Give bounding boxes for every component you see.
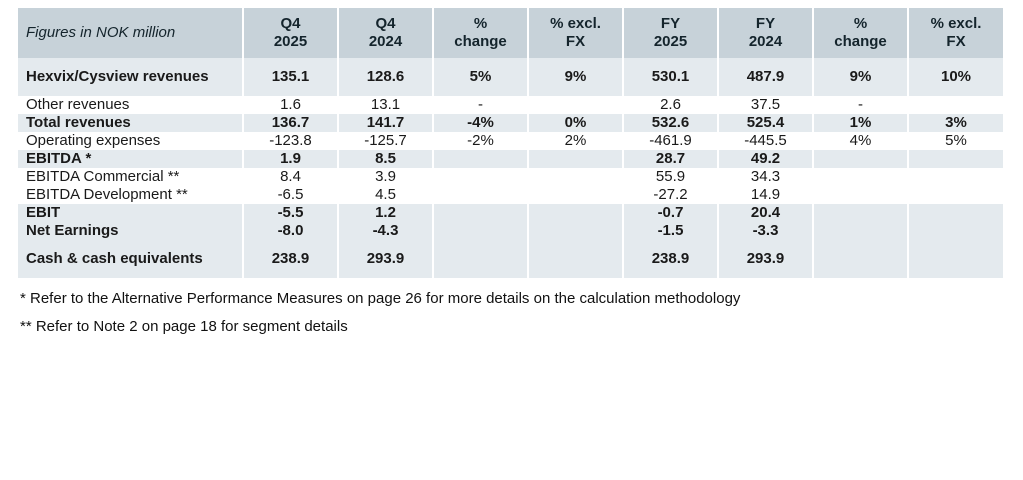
row-label: Other revenues [18, 96, 243, 114]
cell-value: -1.5 [623, 222, 718, 240]
cell-value: -2% [433, 132, 528, 150]
cell-value: 293.9 [338, 240, 433, 278]
cell-value: 3% [908, 114, 1003, 132]
cell-value: 9% [528, 58, 623, 96]
column-header-figures: Figures in NOK million [18, 8, 243, 58]
cell-value: -4% [433, 114, 528, 132]
cell-value: 55.9 [623, 168, 718, 186]
footnote-segment: ** Refer to Note 2 on page 18 for segment details [20, 318, 348, 336]
column-header-line2: FX [946, 32, 966, 50]
row-label: Hexvix/Cysview revenues [18, 58, 243, 96]
cell-value [433, 168, 528, 186]
cell-value [908, 222, 1003, 240]
cell-value [813, 240, 908, 278]
cell-value: 9% [813, 58, 908, 96]
cell-value: 238.9 [243, 240, 338, 278]
cell-value: 14.9 [718, 186, 813, 204]
row-label: EBITDA Commercial ** [18, 168, 243, 186]
footnotes [20, 290, 1023, 337]
cell-value: -461.9 [623, 132, 718, 150]
cell-value: 13.1 [338, 96, 433, 114]
cell-value: 0% [528, 114, 623, 132]
column-header-line1: FY [755, 15, 776, 32]
row-label: Net Earnings [18, 222, 243, 240]
cell-value: 1.2 [338, 204, 433, 222]
row-label: Operating expenses [18, 132, 243, 150]
cell-value: -445.5 [718, 132, 813, 150]
cell-value: -6.5 [243, 186, 338, 204]
cell-value [433, 186, 528, 204]
column-header-line2: 2024 [748, 32, 783, 50]
cell-value: 487.9 [718, 58, 813, 96]
column-header-fy-2025 [623, 8, 718, 58]
table-header [18, 8, 1003, 58]
table-row [18, 96, 1003, 114]
financial-summary-page [0, 8, 1023, 480]
table-row [18, 240, 1003, 278]
column-header-line2: 2024 [368, 32, 403, 50]
cell-value [908, 240, 1003, 278]
cell-value: -8.0 [243, 222, 338, 240]
column-header-line2: change [454, 32, 507, 50]
cell-value: 3.9 [338, 168, 433, 186]
cell-value: -0.7 [623, 204, 718, 222]
cell-value [813, 204, 908, 222]
column-header-line2: 2025 [653, 32, 688, 50]
cell-value: 8.4 [243, 168, 338, 186]
cell-value: 4% [813, 132, 908, 150]
cell-value: 128.6 [338, 58, 433, 96]
table-body [18, 58, 1003, 278]
column-header-line1: % excl. [550, 15, 601, 32]
row-label: EBIT [18, 204, 243, 222]
row-label: Total revenues [18, 114, 243, 132]
cell-value: 293.9 [718, 240, 813, 278]
cell-value: -123.8 [243, 132, 338, 150]
column-header-line2: change [834, 32, 887, 50]
cell-value [528, 150, 623, 168]
cell-value: 34.3 [718, 168, 813, 186]
cell-value: 530.1 [623, 58, 718, 96]
column-header-line1: % excl. [930, 15, 982, 32]
row-label: EBITDA Development ** [18, 186, 243, 204]
cell-value: 238.9 [623, 240, 718, 278]
column-header-line1: FY [660, 15, 681, 32]
column-header-pct-excl-fx-fy [908, 8, 1003, 58]
cell-value: -5.5 [243, 204, 338, 222]
cell-value [908, 96, 1003, 114]
cell-value [908, 186, 1003, 204]
table-row [18, 222, 1003, 240]
row-label: Cash & cash equivalents [18, 240, 243, 278]
cell-value: 4.5 [338, 186, 433, 204]
column-header-line2: 2025 [273, 32, 308, 50]
cell-value: -125.7 [338, 132, 433, 150]
cell-value: 49.2 [718, 150, 813, 168]
cell-value: 532.6 [623, 114, 718, 132]
cell-value: 5% [433, 58, 528, 96]
cell-value [813, 186, 908, 204]
column-header-line1: % [473, 15, 488, 32]
cell-value: 5% [908, 132, 1003, 150]
column-header-q4-2025 [243, 8, 338, 58]
column-header-line1: Q4 [280, 15, 301, 32]
column-header-line1: Q4 [375, 15, 396, 32]
cell-value [908, 168, 1003, 186]
cell-value: 141.7 [338, 114, 433, 132]
cell-value: 1% [813, 114, 908, 132]
cell-value: 28.7 [623, 150, 718, 168]
column-header-pct-change-q4 [433, 8, 528, 58]
table-row [18, 150, 1003, 168]
cell-value: 136.7 [243, 114, 338, 132]
column-header-fy-2024 [718, 8, 813, 58]
cell-value [813, 168, 908, 186]
cell-value: 1.6 [243, 96, 338, 114]
cell-value: -27.2 [623, 186, 718, 204]
cell-value: 20.4 [718, 204, 813, 222]
cell-value: 2.6 [623, 96, 718, 114]
cell-value: 8.5 [338, 150, 433, 168]
column-header-pct-excl-fx-q4 [528, 8, 623, 58]
footnote-apm: * Refer to the Alternative Performance Measures on page 26 for more details on the calculation methodology [20, 290, 741, 308]
column-header-line1: % [853, 15, 868, 32]
table-row [18, 168, 1003, 186]
table-row [18, 58, 1003, 96]
cell-value: - [433, 96, 528, 114]
cell-value [528, 186, 623, 204]
cell-value [433, 240, 528, 278]
cell-value: 525.4 [718, 114, 813, 132]
cell-value [813, 222, 908, 240]
table-row [18, 204, 1003, 222]
cell-value: -3.3 [718, 222, 813, 240]
table-row [18, 114, 1003, 132]
cell-value [433, 222, 528, 240]
cell-value [433, 150, 528, 168]
cell-value [433, 204, 528, 222]
cell-value: -4.3 [338, 222, 433, 240]
cell-value: 2% [528, 132, 623, 150]
column-header-q4-2024 [338, 8, 433, 58]
cell-value: 10% [908, 58, 1003, 96]
financial-summary-table [18, 8, 1003, 278]
cell-value [528, 168, 623, 186]
cell-value [813, 150, 908, 168]
cell-value [528, 222, 623, 240]
cell-value [908, 204, 1003, 222]
cell-value [908, 150, 1003, 168]
cell-value [528, 204, 623, 222]
column-header-line2: FX [565, 32, 586, 50]
cell-value: - [813, 96, 908, 114]
table-header-row [18, 8, 1003, 58]
cell-value: 135.1 [243, 58, 338, 96]
row-label: EBITDA * [18, 150, 243, 168]
cell-value [528, 96, 623, 114]
cell-value: 1.9 [243, 150, 338, 168]
table-row [18, 132, 1003, 150]
cell-value [528, 240, 623, 278]
table-row [18, 186, 1003, 204]
cell-value: 37.5 [718, 96, 813, 114]
column-header-pct-change-fy [813, 8, 908, 58]
